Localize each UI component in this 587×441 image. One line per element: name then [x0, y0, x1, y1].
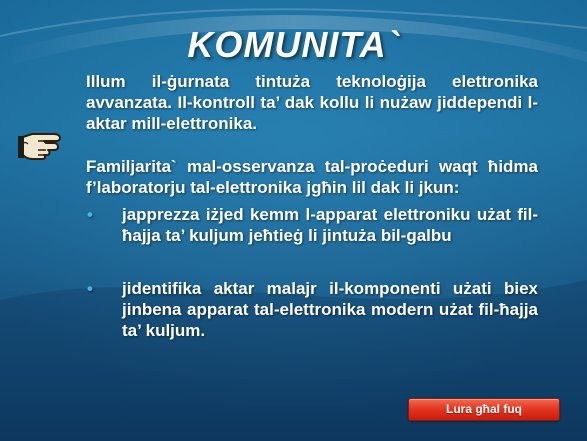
- slide-body: [86, 71, 538, 341]
- list-item: [86, 204, 538, 246]
- pointing-hand-icon: [14, 124, 70, 164]
- bullet-marker: •: [87, 279, 93, 298]
- list-item: [86, 278, 538, 341]
- slide-title: KOMUNITA`: [187, 24, 400, 65]
- bullet-marker: •: [87, 205, 93, 224]
- familiarity-paragraph: Familjarita` mal-osservanza tal-proċeduri waqt ħidma f’laboratorju tal-elettronika jgħin lil dak li jkun:: [86, 157, 538, 197]
- list-item-text: jidentifika aktar malajr il-komponenti użati biex jinbena apparat tal-elettronika modern użat fil-ħajja ta’ kuljum.: [122, 279, 538, 340]
- back-to-top-button[interactable]: Lura għal fuq: [408, 398, 560, 421]
- list-item-text: japprezza iżjed kemm l-apparat elettroniku użat fil-ħajja ta’ kuljum jeħtieġ li jintuża bil-galbu: [122, 205, 538, 245]
- benefit-list: [86, 204, 538, 341]
- intro-paragraph: Illum il-ġurnata tintuża teknoloġija elettronika avvanzata. Il-kontroll ta’ dak kollu li nużaw jiddependi l-aktar mill-elettronika.: [86, 72, 538, 133]
